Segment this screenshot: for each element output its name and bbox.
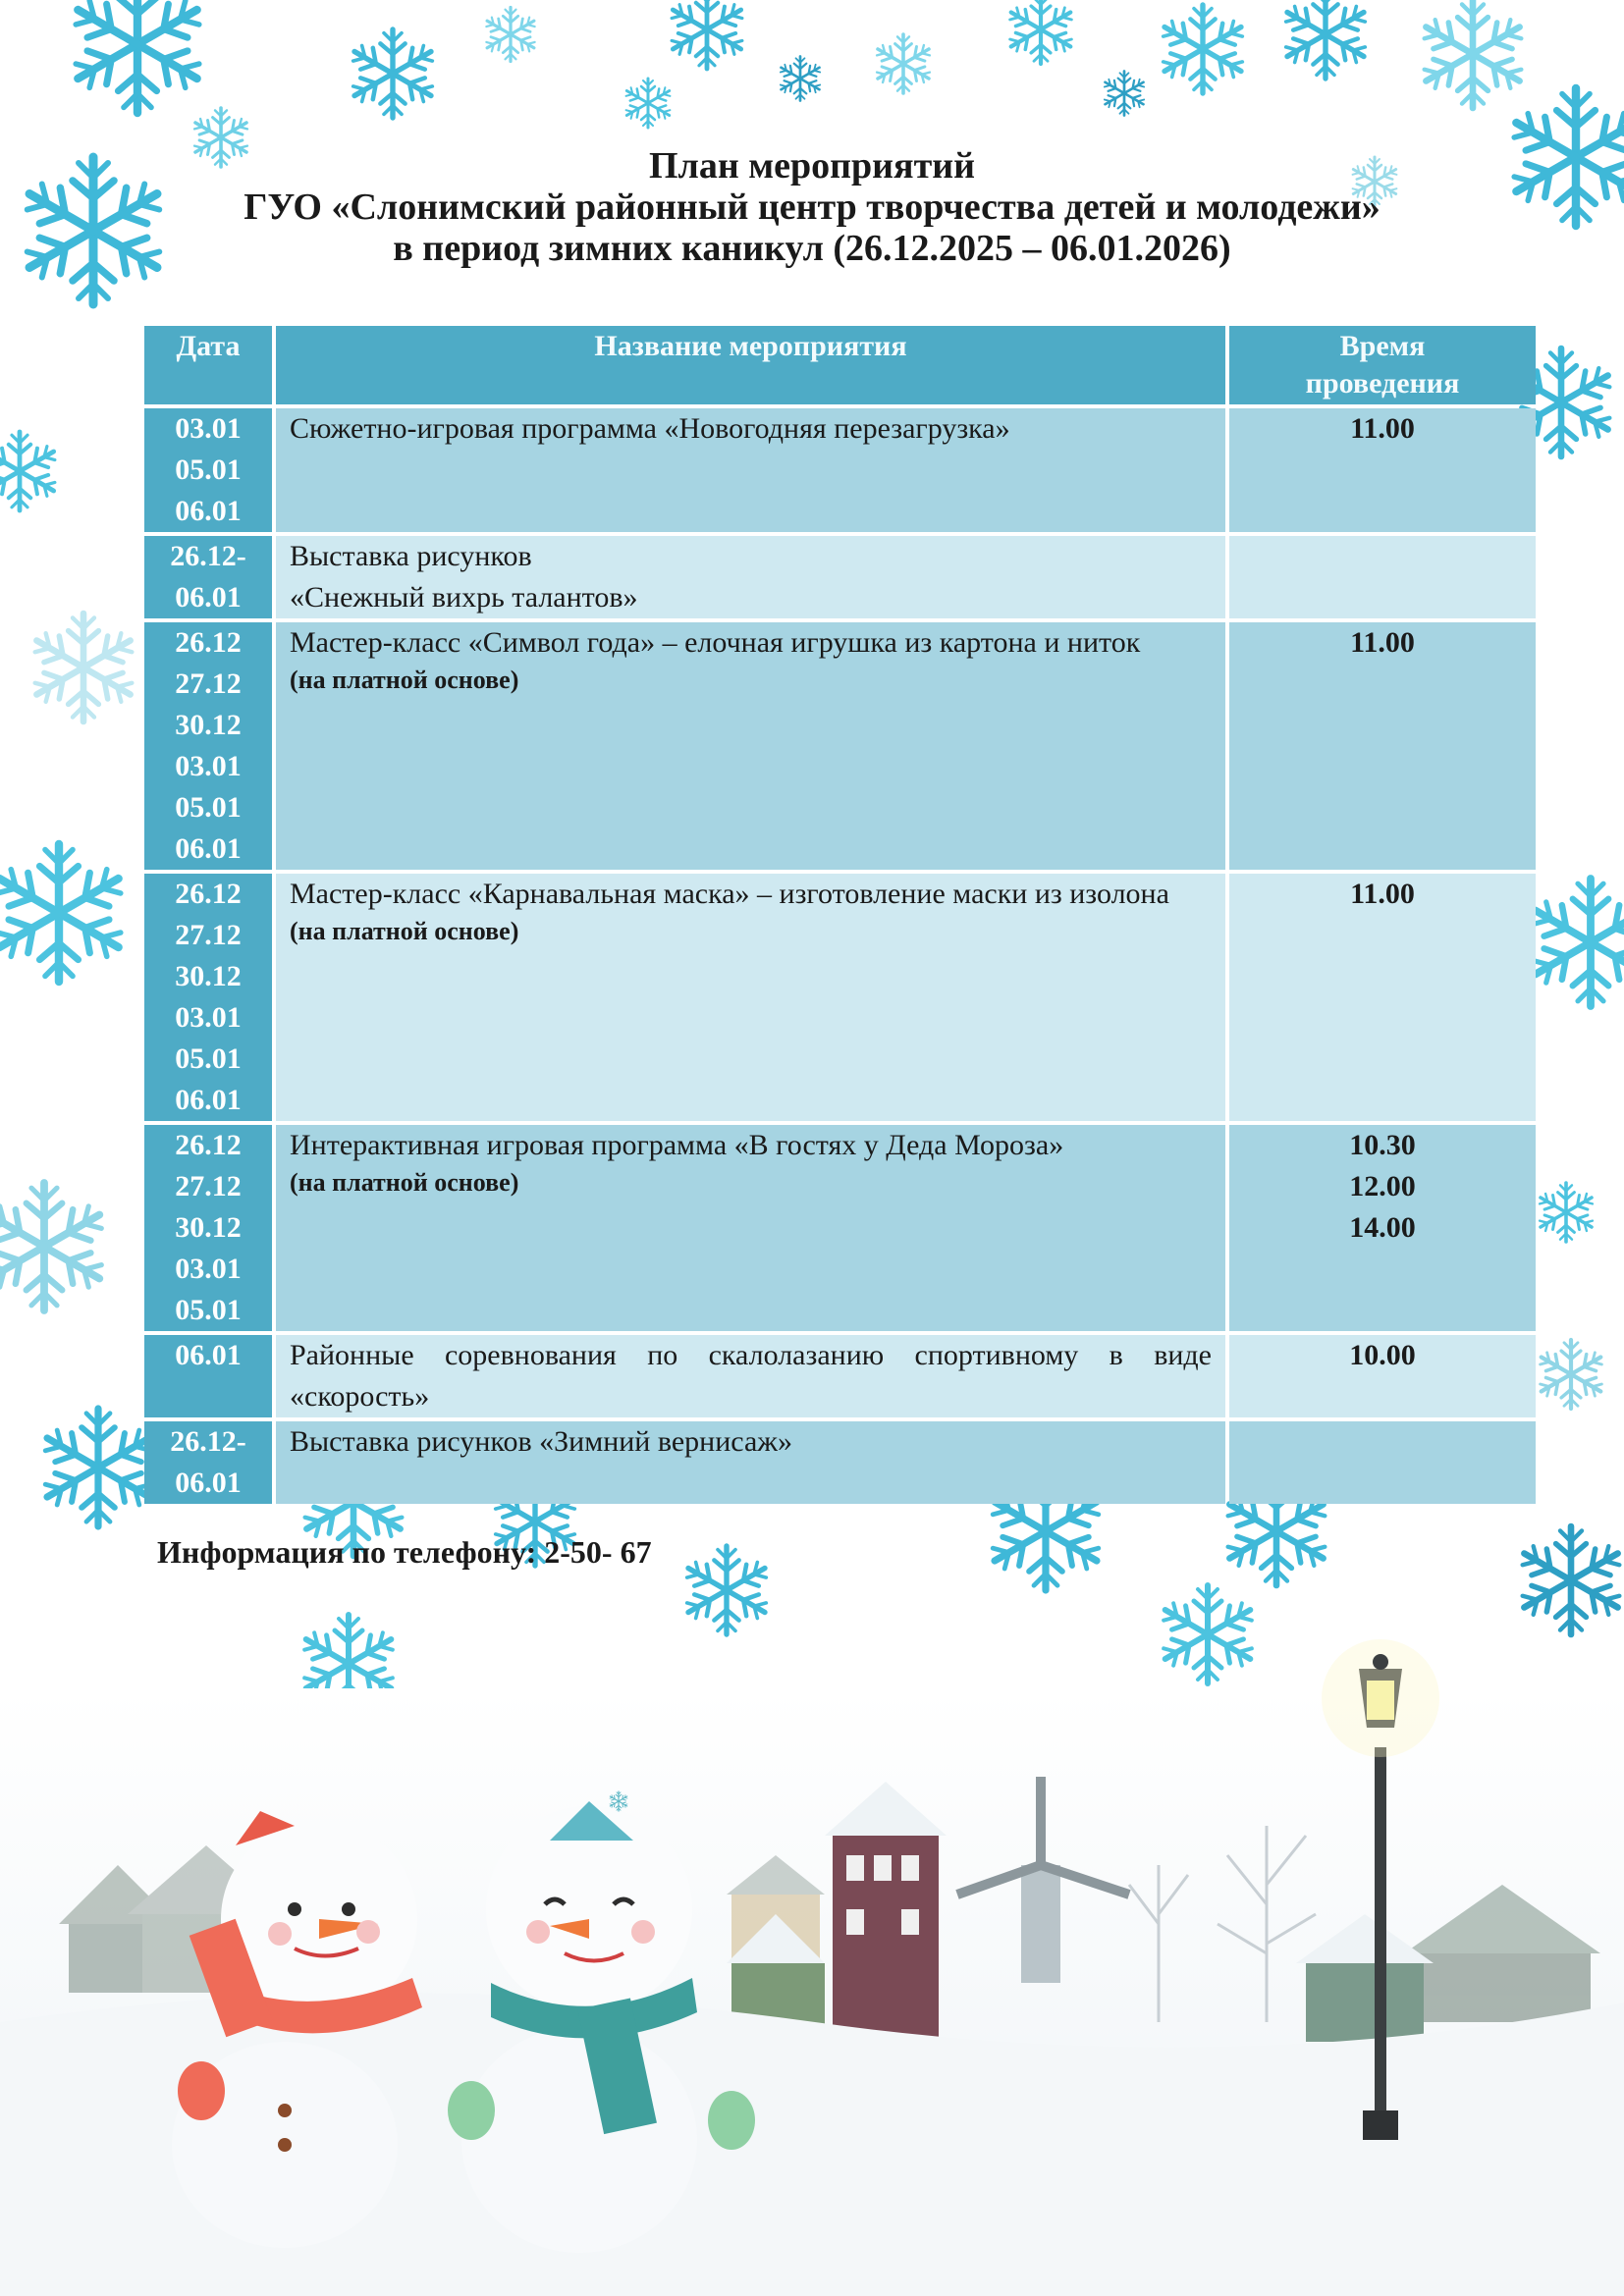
row-event-name [276,622,1225,870]
row-date: 05.01 [175,454,242,486]
table-row [144,408,1536,532]
paid-note: (на платной основе) [290,917,519,945]
row-date: 06.01 [175,1339,242,1371]
event-name-line: Районные соревнования по скалолазанию спортивному в виде «скорость» [290,1339,1212,1413]
row-dates [144,408,272,532]
row-dates [144,536,272,618]
phone-info: Информация по телефону: 2-50- 67 [157,1534,652,1570]
row-time: 10.30 [1349,1129,1416,1161]
row-times [1229,408,1536,532]
row-date: 30.12 [175,709,242,741]
row-dates [144,874,272,1121]
winter-village-illustration [0,1639,1624,2296]
row-date: 26.12 [175,878,242,910]
row-times [1229,1421,1536,1504]
row-date: 06.01 [175,1084,242,1116]
row-date: 26.12 [175,626,242,659]
row-date: 06.01 [175,1467,242,1499]
row-time: 12.00 [1349,1170,1416,1202]
row-times [1229,1125,1536,1331]
table-row [144,536,1536,618]
row-time: 11.00 [1350,878,1415,910]
row-times [1229,1335,1536,1417]
row-date: 06.01 [175,832,242,865]
row-time: 14.00 [1349,1211,1416,1244]
table-row [144,1335,1536,1417]
row-dates [144,1125,272,1331]
table-row [144,874,1536,1121]
row-event-name [276,874,1225,1121]
event-name-line: «Снежный вихрь талантов» [290,581,638,614]
row-date: 06.01 [175,581,242,614]
event-name-line: Выставка рисунков [290,540,532,572]
row-time: 11.00 [1350,626,1415,659]
table-header-row [144,326,1536,404]
row-time: 10.00 [1349,1339,1416,1371]
event-name-line: Сюжетно-игровая программа «Новогодняя перезагрузка» [290,412,1010,445]
table-row [144,1125,1536,1331]
header-time-line-2: проведения [1305,367,1460,400]
event-name-line: Интерактивная игровая программа «В гостях у Деда Мороза» [290,1129,1064,1161]
row-date: 26.12- [170,1425,246,1458]
paid-note: (на платной основе) [290,1168,519,1197]
row-date: 30.12 [175,960,242,992]
row-date: 03.01 [175,1253,242,1285]
title-line-2: ГУО «Слонимский районный центр творчества детей и молодежи» [244,187,1380,228]
row-times [1229,536,1536,618]
row-date: 05.01 [175,1042,242,1075]
row-event-name [276,1335,1225,1417]
title-block [0,145,1624,269]
row-dates [144,1421,272,1504]
table-row [144,622,1536,870]
row-event-name [276,408,1225,532]
header-time-line-1: Время [1339,330,1426,362]
title-line-3: в период зимних каникул (26.12.2025 – 06.01.2026) [393,228,1231,269]
paid-note: (на платной основе) [290,666,519,694]
row-date: 06.01 [175,495,242,527]
row-event-name [276,1421,1225,1504]
events-table [140,322,1540,1508]
row-date: 26.12 [175,1129,242,1161]
table-row [144,1421,1536,1504]
row-times [1229,874,1536,1121]
row-time: 11.00 [1350,412,1415,445]
header-date: Дата [144,326,272,404]
row-date: 03.01 [175,412,242,445]
event-name-line: Мастер-класс «Карнавальная маска» – изготовление маски из изолона [290,878,1169,910]
row-dates [144,622,272,870]
row-date: 27.12 [175,919,242,951]
row-date: 27.12 [175,1170,242,1202]
row-times [1229,622,1536,870]
row-date: 30.12 [175,1211,242,1244]
row-date: 05.01 [175,1294,242,1326]
header-name: Название мероприятия [276,326,1225,404]
row-date: 26.12- [170,540,246,572]
row-event-name [276,536,1225,618]
title-line-1: План мероприятий [648,145,976,187]
row-event-name [276,1125,1225,1331]
header-time [1229,326,1536,404]
row-date: 27.12 [175,667,242,700]
row-dates [144,1335,272,1417]
event-name-line: Мастер-класс «Символ года» – елочная игрушка из картона и ниток [290,626,1141,659]
row-date: 05.01 [175,791,242,824]
event-name-line: Выставка рисунков «Зимний вернисаж» [290,1425,792,1458]
row-date: 03.01 [175,1001,242,1034]
row-date: 03.01 [175,750,242,782]
